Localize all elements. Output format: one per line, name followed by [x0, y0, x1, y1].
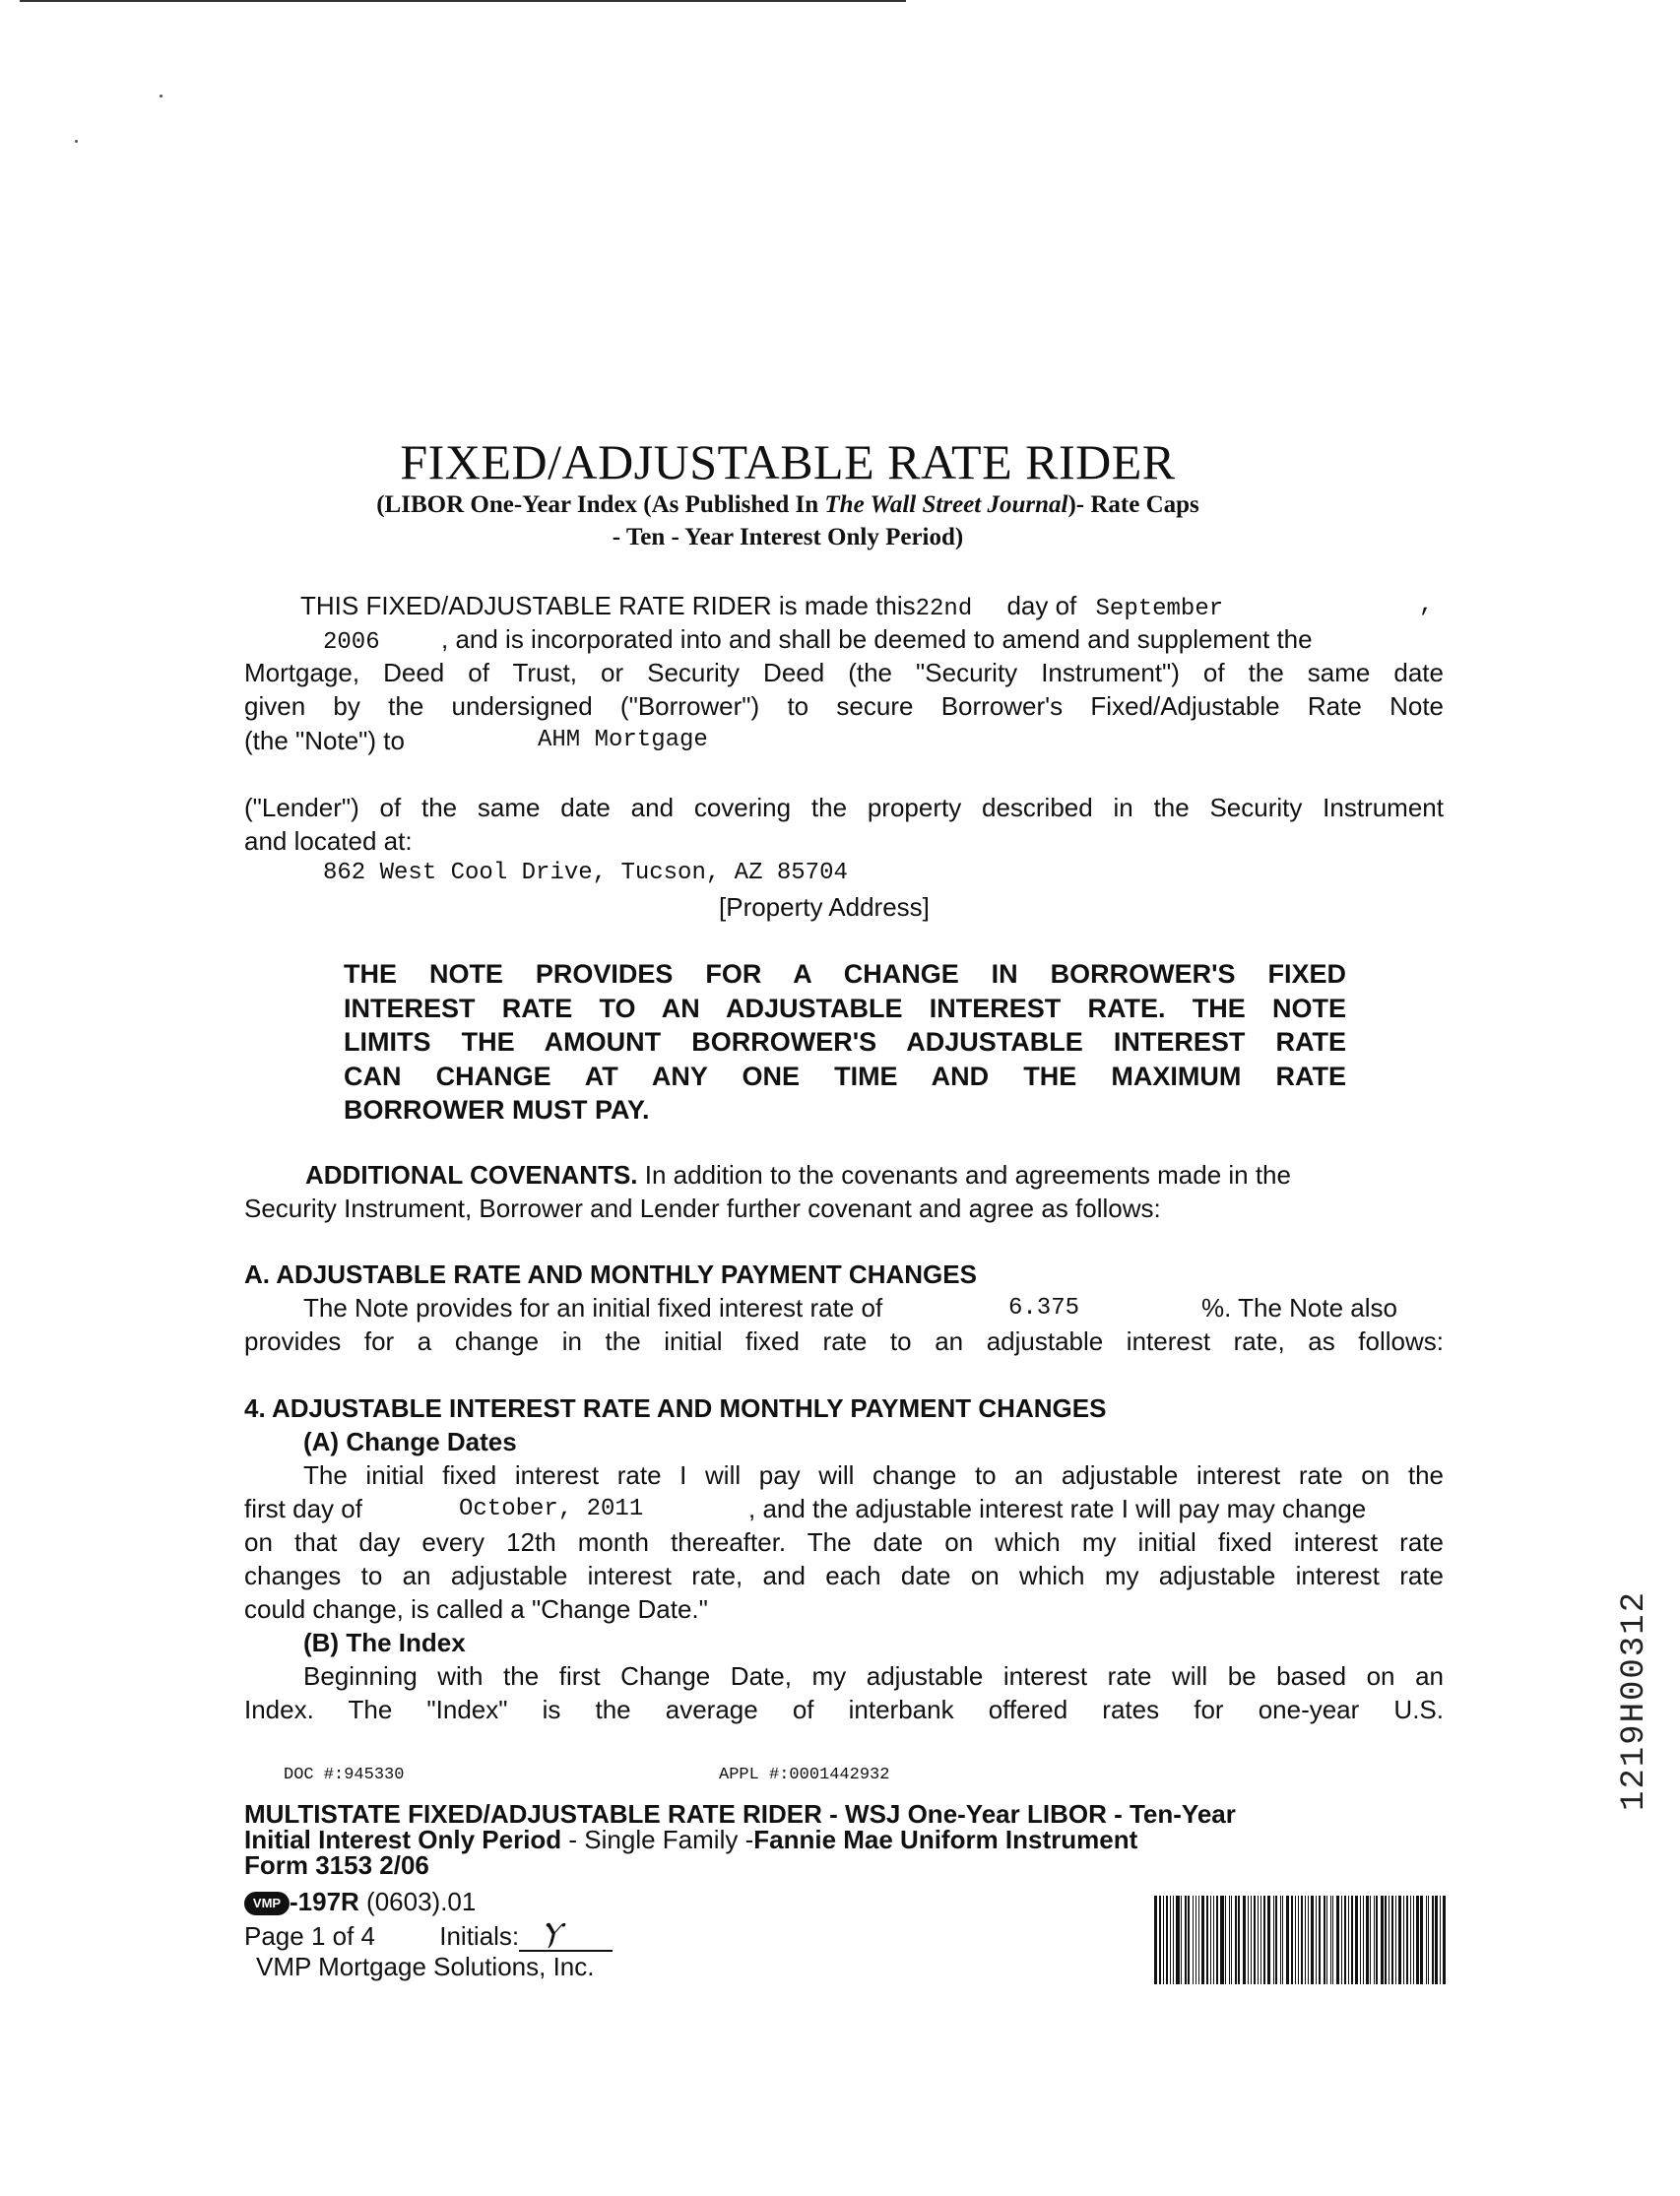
- barcode-bar: [1348, 1896, 1349, 1984]
- barcode-bar: [1163, 1896, 1164, 1984]
- barcode-bar: [1410, 1896, 1411, 1984]
- day-field: 22nd: [915, 596, 973, 622]
- barcode-bar: [1432, 1896, 1434, 1984]
- barcode-bar: [1291, 1896, 1293, 1984]
- barcode-bar: [1301, 1896, 1303, 1984]
- section-a-line-2: provides for a change in the initial fixed rate to an adjustable interest rate, as follows:: [244, 1326, 1444, 1356]
- intro-text-5: (the "Note") to: [244, 726, 405, 755]
- barcode-bar: [1324, 1896, 1325, 1984]
- barcode-bar: [1275, 1896, 1277, 1984]
- section-a-heading: A. ADJUSTABLE RATE AND MONTHLY PAYMENT CHANGES: [244, 1259, 977, 1289]
- barcode-bar: [1181, 1896, 1182, 1984]
- barcode-bar: [1213, 1896, 1214, 1984]
- barcode-bar: [1376, 1896, 1378, 1984]
- form-title-bold-2: Fannie Mae Uniform Instrument: [753, 1825, 1138, 1854]
- barcode-bar: [1341, 1896, 1342, 1984]
- subtitle-italic: The Wall Street Journal: [824, 491, 1068, 518]
- barcode-bar: [1355, 1896, 1358, 1984]
- barcode-bar: [1273, 1896, 1274, 1984]
- change-dates-line-5: could change, is called a "Change Date.": [244, 1594, 708, 1624]
- barcode-bar: [1391, 1896, 1393, 1984]
- intro-line-2: [244, 622, 1444, 661]
- scan-dot: [75, 140, 78, 143]
- form-code-bold: -197R: [290, 1887, 359, 1916]
- initial-rate-field: 6.375: [1008, 1295, 1080, 1322]
- barcode-bar: [1225, 1896, 1226, 1984]
- barcode-bar: [1254, 1896, 1256, 1984]
- change-dates-heading: (A) Change Dates: [303, 1427, 517, 1456]
- barcode-bar: [1363, 1896, 1364, 1984]
- barcode-bar: [1263, 1896, 1265, 1984]
- barcode-bar: [1206, 1896, 1208, 1984]
- barcode-bar: [1374, 1896, 1375, 1984]
- barcode-bar: [1319, 1896, 1321, 1984]
- document-title: FIXED/ADJUSTABLE RATE RIDER: [400, 434, 1176, 489]
- form-number: Form 3153 2/06: [244, 1850, 429, 1880]
- index-heading: (B) The Index: [303, 1628, 466, 1657]
- covenants-heading: ADDITIONAL COVENANTS.: [305, 1160, 638, 1190]
- change-dates-line-4: changes to an adjustable interest rate, and each date on which my adjustable interest rate: [244, 1561, 1444, 1590]
- barcode-bar: [1159, 1896, 1161, 1984]
- form-code-rest: (0603).01: [358, 1887, 477, 1916]
- barcode-bar: [1282, 1896, 1283, 1984]
- year-field: 2006: [323, 629, 380, 656]
- top-scan-rule: [20, 0, 906, 2]
- barcode-bar: [1193, 1896, 1194, 1984]
- intro-line-6: ("Lender") of the same date and covering the property described in the Security Instrument: [244, 793, 1444, 822]
- barcode-bar: [1195, 1896, 1196, 1984]
- subtitle-part-a: (LIBOR One-Year Index (As Published In: [376, 491, 825, 518]
- index-line-1: Beginning with the first Change Date, my adjustable interest rate will be based on an: [303, 1661, 1444, 1691]
- change-dates-line-3: on that day every 12th month thereafter. The date on which my initial fixed interest rate: [244, 1527, 1444, 1557]
- barcode-bar: [1229, 1896, 1230, 1984]
- notice-line: CAN CHANGE AT ANY ONE TIME AND THE MAXIMUM RATE: [344, 1061, 1346, 1091]
- barcode-bar: [1326, 1896, 1327, 1984]
- barcode-bar: [1403, 1896, 1404, 1984]
- intro-text-1b: day of: [1006, 591, 1077, 620]
- barcode-bar: [1385, 1896, 1386, 1984]
- barcode-bar: [1413, 1896, 1414, 1984]
- initials-signature-mark: Ⲩ: [541, 1916, 562, 1951]
- barcode-bar: [1231, 1896, 1232, 1984]
- page-initials-line: [244, 1916, 613, 1952]
- intro-line-7: and located at:: [244, 826, 413, 856]
- barcode-bar: [1238, 1896, 1240, 1984]
- barcode-bar: [1170, 1896, 1171, 1984]
- barcode-bar: [1166, 1896, 1168, 1984]
- barcode-bar: [1395, 1896, 1396, 1984]
- barcode-bar: [1330, 1896, 1331, 1984]
- section-a-text-1a: The Note provides for an initial fixed interest rate of: [303, 1293, 883, 1323]
- barcode-bar: [1305, 1896, 1306, 1984]
- barcode-bar: [1370, 1896, 1371, 1984]
- barcode-bar: [1267, 1896, 1270, 1984]
- document-subtitle-line2: - Ten - Year Interest Only Period): [612, 524, 964, 550]
- vmp-logo-icon: VMP: [244, 1892, 290, 1915]
- intro-line-3: Mortgage, Deed of Trust, or Security Deed (the "Security Instrument") of the same date: [244, 658, 1444, 687]
- covenants-text-1: In addition to the covenants and agreements made in the: [637, 1160, 1291, 1190]
- index-line-2: Index. The "Index" is the average of interbank offered rates for one-year U.S.: [244, 1695, 1444, 1724]
- barcode-bar: [1298, 1896, 1299, 1984]
- barcode: [1154, 1896, 1448, 1984]
- barcode-bar: [1336, 1896, 1339, 1984]
- barcode-bar: [1235, 1896, 1237, 1984]
- section-a-line-1: [303, 1291, 1446, 1325]
- doc-number: DOC #:945330: [284, 1766, 405, 1784]
- barcode-bar: [1416, 1896, 1418, 1984]
- barcode-bar: [1443, 1896, 1446, 1984]
- form-title-line-2: [244, 1827, 1137, 1852]
- barcode-bar: [1406, 1896, 1408, 1984]
- barcode-bar: [1286, 1896, 1289, 1984]
- barcode-bar: [1381, 1896, 1384, 1984]
- notice-line: THE NOTE PROVIDES FOR A CHANGE IN BORROWER'S FIXED: [344, 959, 1346, 989]
- property-address-field: 862 West Cool Drive, Tucson, AZ 85704: [323, 860, 848, 886]
- property-address-label: [Property Address]: [719, 892, 930, 922]
- change-dates-line-2: [244, 1492, 1444, 1526]
- barcode-bar: [1188, 1896, 1190, 1984]
- barcode-bar: [1316, 1896, 1317, 1984]
- barcode-bar: [1435, 1896, 1437, 1984]
- barcode-bar: [1176, 1896, 1179, 1984]
- change-dates-line-1: The initial fixed interest rate I will pay will change to an adjustable interest rate on the: [303, 1460, 1444, 1490]
- initials-label: Initials:: [439, 1921, 520, 1951]
- barcode-bar: [1398, 1896, 1401, 1984]
- form-code: [244, 1887, 476, 1917]
- notice-line: LIMITS THE AMOUNT BORROWER'S ADJUSTABLE INTEREST RATE: [344, 1027, 1346, 1057]
- covenants-line-1: [305, 1158, 1446, 1193]
- barcode-bar: [1280, 1896, 1281, 1984]
- barcode-bar: [1311, 1896, 1314, 1984]
- month-field: September: [1095, 596, 1224, 622]
- barcode-bar: [1344, 1896, 1346, 1984]
- barcode-bar: [1248, 1896, 1249, 1984]
- intro-text-2: , and is incorporated into and shall be deemed to amend and supplement the: [441, 624, 1313, 654]
- initials-signature-line: [519, 1916, 613, 1952]
- appl-number: APPL #:0001442932: [719, 1766, 890, 1784]
- barcode-bar: [1216, 1896, 1218, 1984]
- barcode-bar: [1260, 1896, 1261, 1984]
- barcode-bar: [1351, 1896, 1353, 1984]
- barcode-bar: [1428, 1896, 1429, 1984]
- barcode-bar: [1173, 1896, 1174, 1984]
- covenants-line-2: Security Instrument, Borrower and Lender further covenant and agree as follows:: [244, 1194, 1161, 1223]
- barcode-bar: [1251, 1896, 1252, 1984]
- barcode-bar: [1332, 1896, 1333, 1984]
- barcode-bar: [1366, 1896, 1368, 1984]
- scan-dot: [160, 95, 162, 97]
- form-title-normal: - Single Family -: [561, 1825, 754, 1854]
- intro-line-4: given by the undersigned ("Borrower") to secure Borrower's Fixed/Adjustable Rate Note: [244, 691, 1444, 721]
- change-dates-text-2a: first day of: [244, 1494, 362, 1523]
- barcode-bar: [1210, 1896, 1211, 1984]
- form-title-line-1: MULTISTATE FIXED/ADJUSTABLE RATE RIDER - WSJ One-Year LIBOR - Ten-Year: [244, 1799, 1236, 1829]
- barcode-bar: [1360, 1896, 1361, 1984]
- barcode-bar: [1201, 1896, 1204, 1984]
- intro-comma: ,: [1419, 592, 1434, 618]
- intro-line-5: [244, 724, 1444, 758]
- section-a-text-1b: %. The Note also: [1201, 1293, 1397, 1323]
- notice-line: BORROWER MUST PAY.: [344, 1095, 650, 1125]
- barcode-bar: [1420, 1896, 1423, 1984]
- document-subtitle-line1: [0, 491, 1576, 519]
- company-name: VMP Mortgage Solutions, Inc.: [256, 1952, 595, 1981]
- side-document-number: 1219H00312: [1616, 1590, 1653, 1812]
- section-4-heading: 4. ADJUSTABLE INTEREST RATE AND MONTHLY PAYMENT CHANGES: [244, 1393, 1107, 1423]
- intro-line-1: [300, 589, 1443, 627]
- subtitle-part-b: )- Rate Caps: [1067, 491, 1199, 518]
- barcode-bar: [1220, 1896, 1223, 1984]
- page-number: Page 1 of 4: [244, 1921, 375, 1951]
- change-dates-text-2b: , and the adjustable interest rate I will pay may change: [748, 1494, 1367, 1523]
- barcode-bar: [1295, 1896, 1296, 1984]
- change-date-field: October, 2011: [459, 1496, 644, 1522]
- barcode-bar: [1243, 1896, 1246, 1984]
- barcode-bar: [1440, 1896, 1441, 1984]
- barcode-bar: [1154, 1896, 1157, 1984]
- barcode-bar: [1185, 1896, 1187, 1984]
- notice-block: [344, 957, 1346, 1128]
- barcode-bar: [1426, 1896, 1427, 1984]
- intro-text-1a: THIS FIXED/ADJUSTABLE RATE RIDER is made this: [300, 591, 916, 620]
- lender-field: AHM Mortgage: [538, 727, 708, 753]
- barcode-bar: [1198, 1896, 1199, 1984]
- barcode-bar: [1308, 1896, 1309, 1984]
- barcode-bar: [1258, 1896, 1259, 1984]
- notice-line: INTEREST RATE TO AN ADJUSTABLE INTEREST RATE. THE NOTE: [344, 993, 1346, 1023]
- form-title-bold: Initial Interest Only Period: [244, 1825, 562, 1854]
